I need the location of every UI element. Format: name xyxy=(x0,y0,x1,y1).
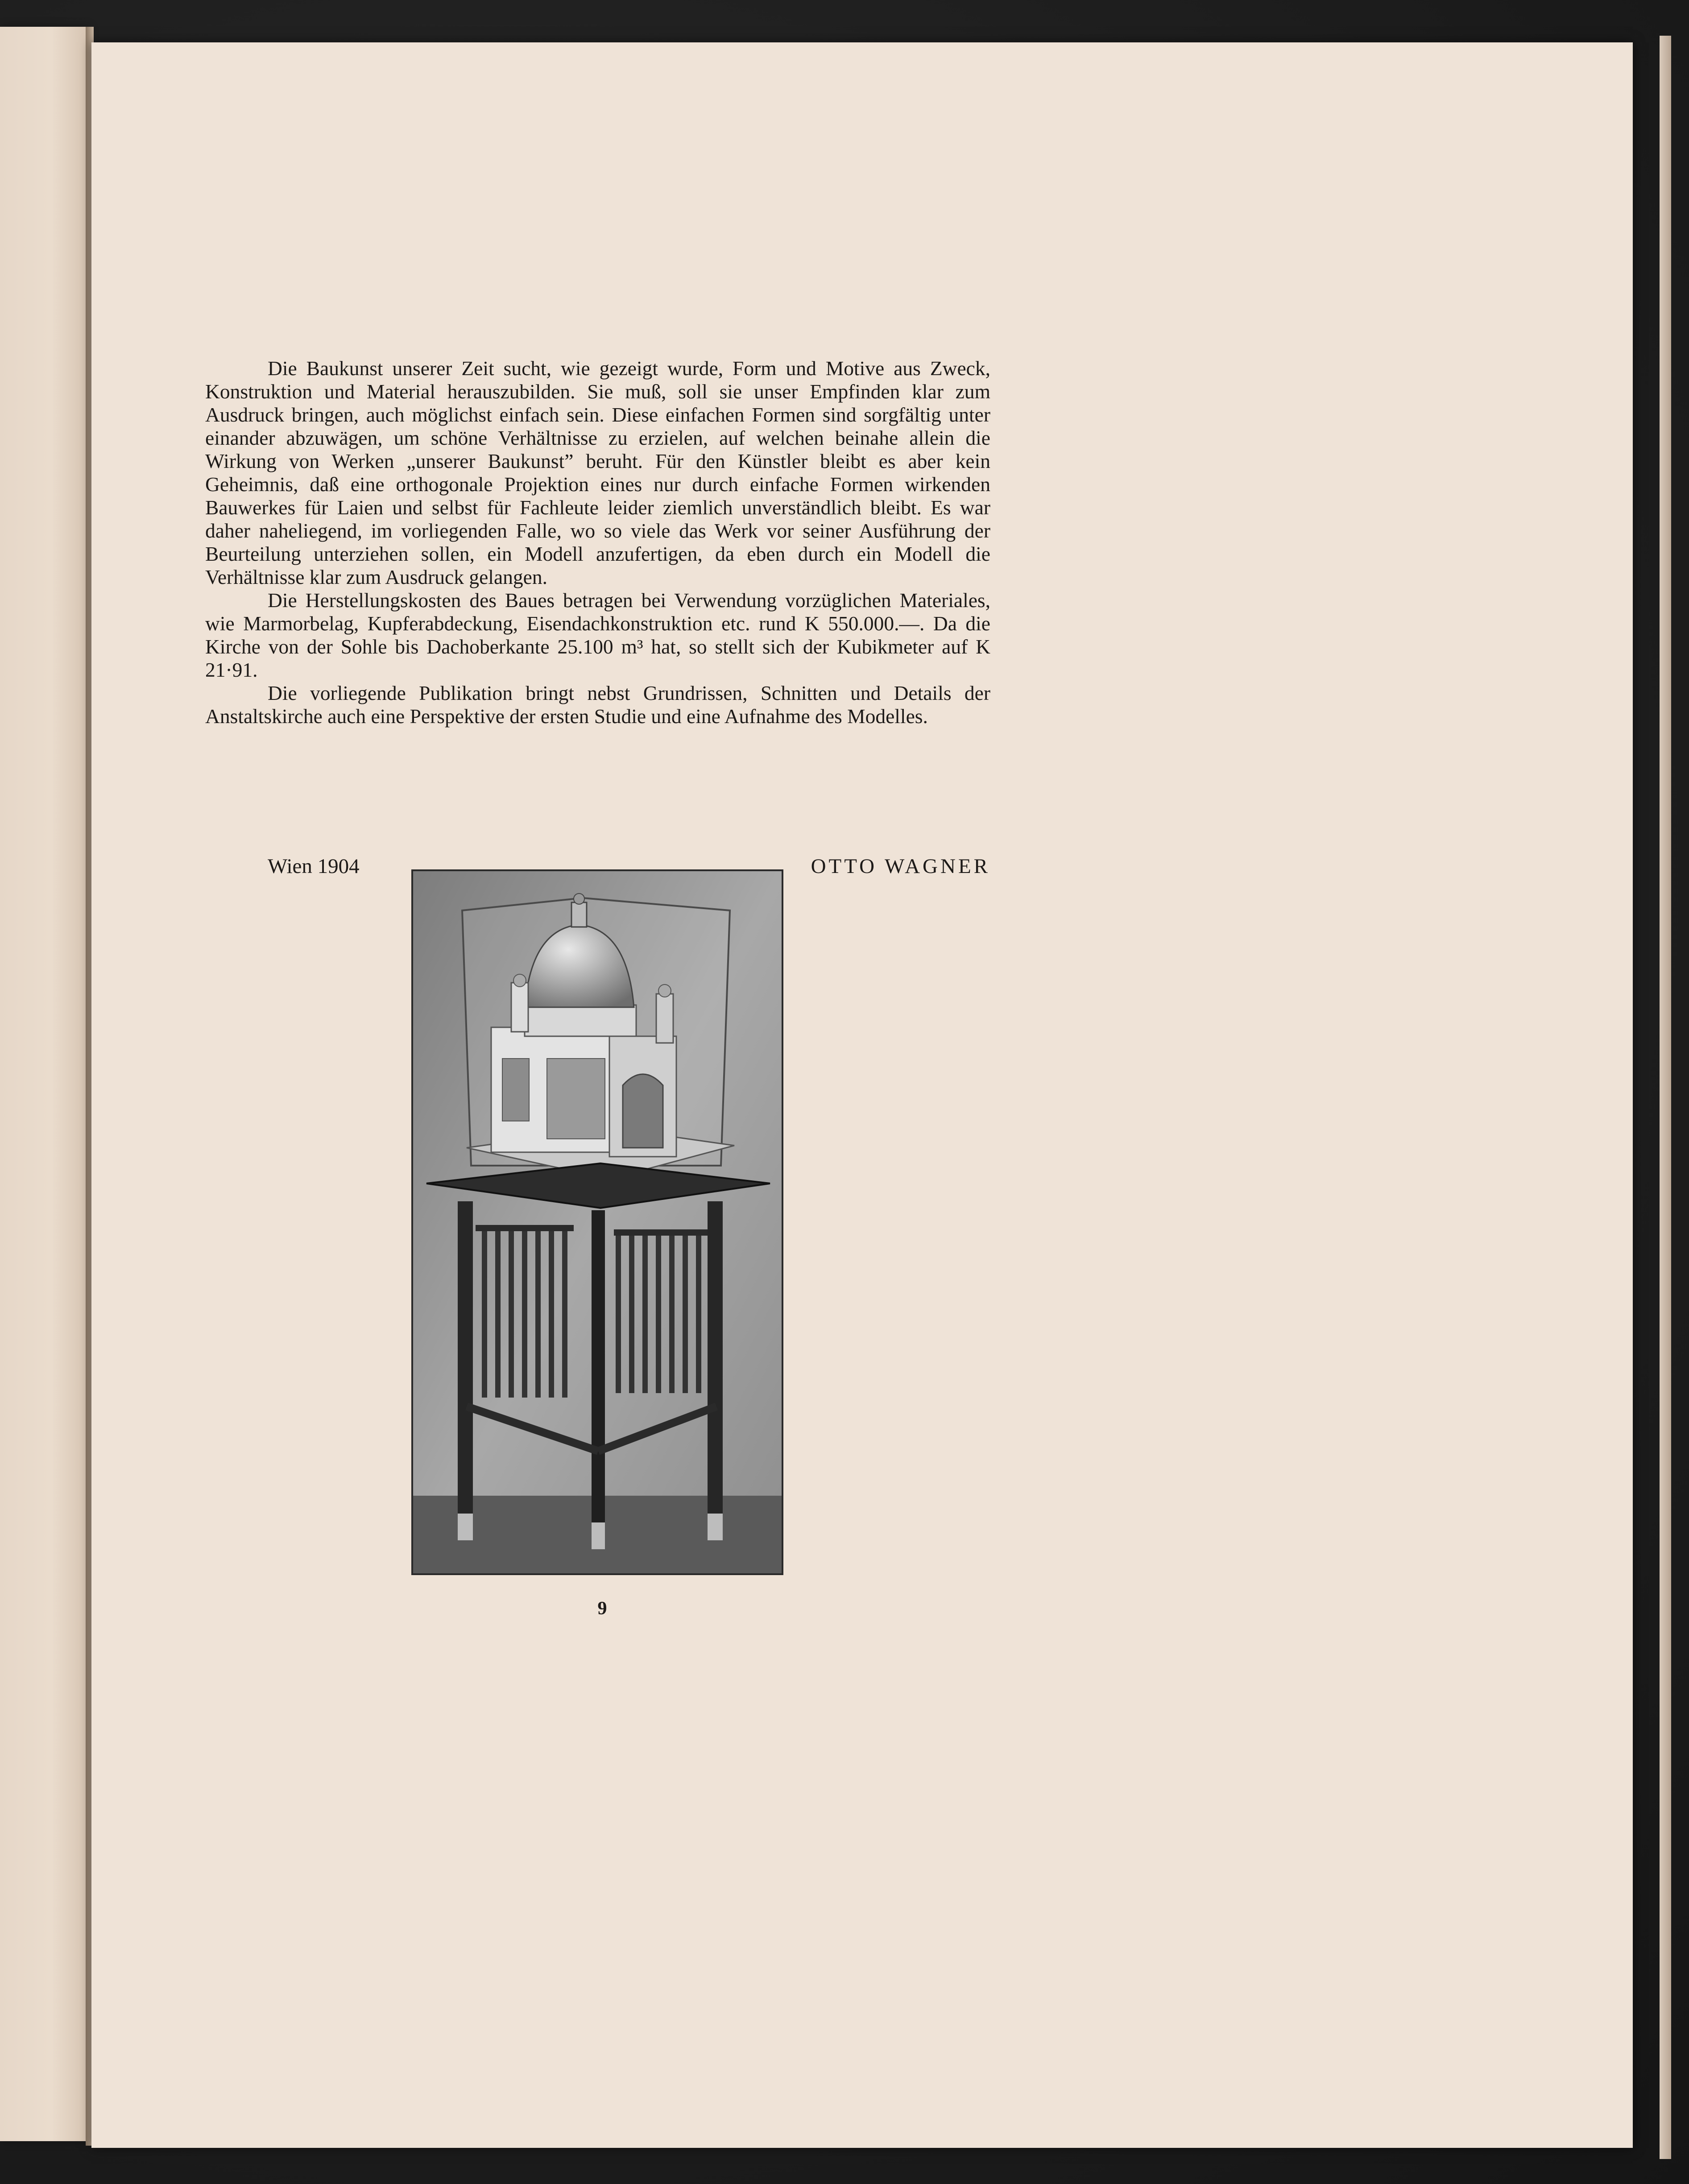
page-number: 9 xyxy=(597,1598,607,1619)
side-window xyxy=(502,1059,529,1121)
body-text xyxy=(205,357,990,728)
place-and-date: Wien 1904 xyxy=(268,855,360,878)
tower-left xyxy=(511,983,528,1032)
paragraph-construction-costs: Die Herstellungskosten des Baues betragen bei Verwendung vorzüglichen Materiales, wie Marmorbelag, Kupferabdeckung, Eisendachkonstruktion etc. rund K 550.000.—. Da die Kirche von der Sohle bis Dachoberkante 25.100 m³ hat, so stellt sich der Kubikmeter auf K 21·91. xyxy=(205,589,990,681)
author-name: OTTO WAGNER xyxy=(811,855,990,878)
lantern xyxy=(571,902,587,927)
page-stack-edge xyxy=(1660,36,1671,2159)
leg-foot-right xyxy=(708,1514,723,1540)
church-model-illustration xyxy=(413,871,782,1573)
lantern-cap xyxy=(574,893,584,904)
central-window xyxy=(547,1059,605,1139)
model-photograph xyxy=(411,869,783,1575)
portal-arch xyxy=(623,1074,663,1148)
paragraph-publication-contents: Die vorliegende Publikation bringt nebst Grundrissen, Schnitten und Details der Anstaltskirche auch eine Perspektive der ersten Studie und eine Aufnahme des Modelles. xyxy=(205,682,990,728)
table-slats-left xyxy=(484,1228,565,1398)
tower-left-cap xyxy=(513,974,526,987)
tower-right-cap xyxy=(658,984,671,997)
table-slats-right xyxy=(618,1233,699,1393)
table-leg-center xyxy=(592,1210,605,1531)
paragraph-model-rationale: Die Baukunst unserer Zeit sucht, wie gezeigt wurde, Form und Motive aus Zweck, Konstruktion und Material herauszubilden. Sie muß, soll sie unser Empfinden klar zum Ausdruck bringen, auch möglichst einfach sein. Diese einfachen Formen sind sorgfältig unter einander abzuwägen, um schöne Verhältnisse zu erzielen, auf welchen beinahe allein die Wirkung von Werken „unserer Baukunst” beruht. Für den Künstler bleibt es aber kein Geheimnis, daß eine orthogonale Projektion eines nur durch einfache Formen wirkenden Bauwerkes für Laien und selbst für Fachleute leider ziemlich unverständlich bleibt. Es war daher naheliegend, im vorliegenden Falle, wo so viele das Werk vor seiner Ausführung der Beurteilung unterziehen sollen, ein Modell anzufertigen, da eben durch ein Modell die Verhältnisse klar zum Ausdruck gelangen. xyxy=(205,357,990,588)
table-leg-front-left xyxy=(458,1201,473,1522)
tower-right xyxy=(656,994,673,1043)
leg-foot-center xyxy=(592,1522,605,1549)
leg-foot-left xyxy=(458,1514,473,1540)
table-leg-front-right xyxy=(708,1201,723,1522)
drum-base xyxy=(525,1005,636,1036)
left-page-edge xyxy=(0,27,87,2141)
